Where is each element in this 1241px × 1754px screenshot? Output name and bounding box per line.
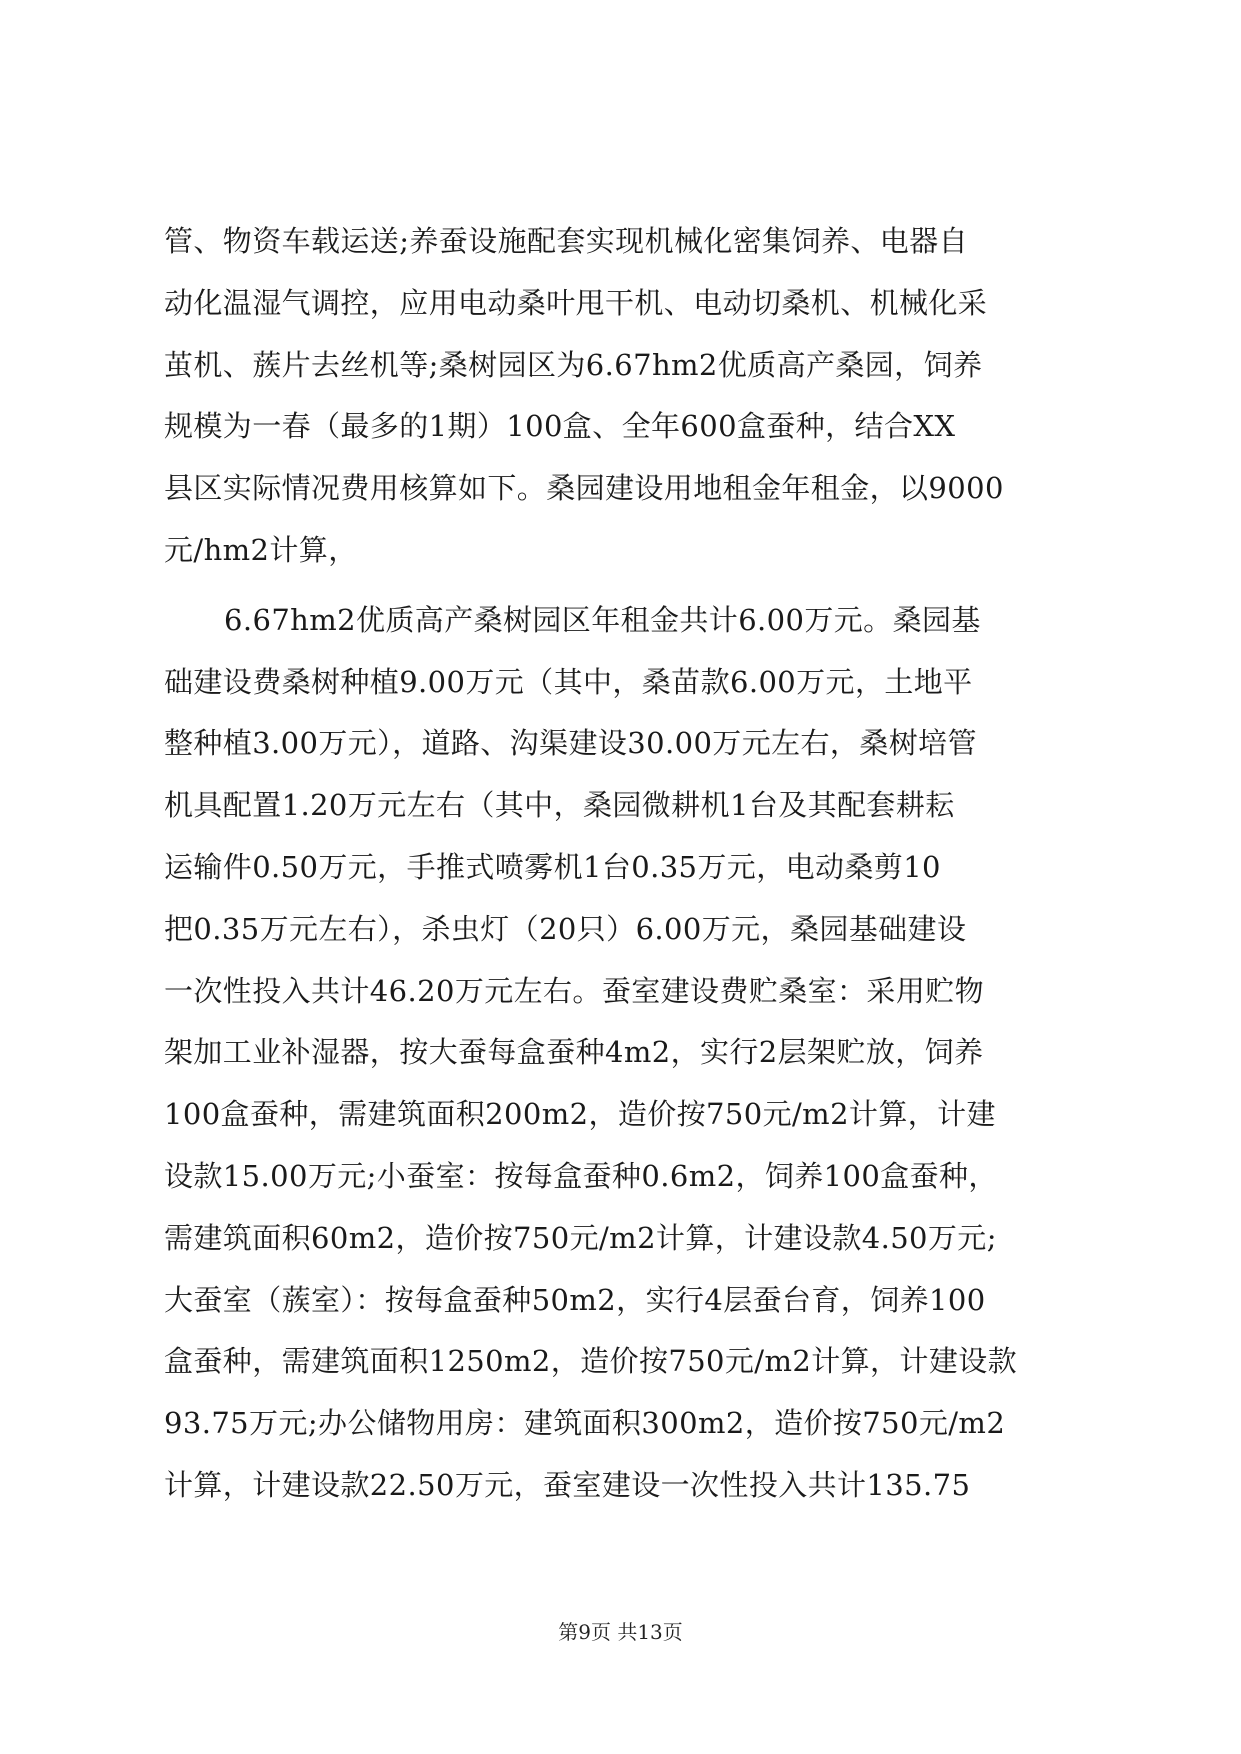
text-line: 盒蚕种，需建筑面积1250m2，造价按750元/m2计算，计建设款 (164, 1344, 1018, 1379)
text-line: 架加工业补湿器，按大蚕每盒蚕种4m2，实行2层架贮放，饲养 (164, 1035, 984, 1070)
text-line: 需建筑面积60m2，造价按750元/m2计算，计建设款4.50万元; (164, 1220, 997, 1255)
paragraph-2 (164, 602, 1084, 1532)
text-line: 规模为一春（最多的1期）100盒、全年600盒蚕种，结合XX (164, 409, 956, 444)
text-line: 设款15.00万元;小蚕室：按每盒蚕种0.6m2，饲养100盒蚕种， (164, 1158, 998, 1193)
text-line: 动化温湿气调控，应用电动桑叶甩干机、电动切桑机、机械化采 (164, 285, 988, 320)
text-line: 管、物资车载运送;养蚕设施配套实现机械化密集饲养、电器自 (164, 224, 968, 258)
text-line: 大蚕室（蔟室）：按每盒蚕种50m2，实行4层蚕台育，饲养100 (164, 1282, 986, 1317)
page-footer (0, 1616, 1241, 1645)
paragraph-1 (164, 226, 1084, 597)
text-line: 运输件0.50万元，手推式喷雾机1台0.35万元，电动桑剪10 (164, 849, 941, 884)
text-line: 100盒蚕种，需建筑面积200m2，造价按750元/m2计算，计建 (164, 1097, 996, 1132)
text-line: 计算，计建设款22.50万元，蚕室建设一次性投入共计135.75 (164, 1467, 971, 1502)
text-line: 整种植3.00万元），道路、沟渠建设30.00万元左右，桑树培管 (164, 726, 977, 761)
text-line: 6.67hm2优质高产桑树园区年租金共计6.00万元。桑园基 (224, 602, 981, 637)
text-line: 把0.35万元左右），杀虫灯（20只）6.00万元，桑园基础建设 (164, 911, 967, 946)
text-line: 一次性投入共计46.20万元左右。蚕室建设费贮桑室：采用贮物 (164, 973, 985, 1008)
document-body (164, 226, 1084, 1532)
text-line: 茧机、蔟片去丝机等;桑树园区为6.67hm2优质高产桑园，饲养 (164, 347, 983, 382)
text-line: 础建设费桑树种植9.00万元（其中，桑苗款6.00万元，土地平 (164, 664, 973, 699)
text-line: 机具配置1.20万元左右（其中，桑园微耕机1台及其配套耕耘 (164, 788, 955, 823)
text-line: 县区实际情况费用核算如下。桑园建设用地租金年租金，以9000 (164, 471, 1004, 506)
page-number-label: 第9页 共13页 (558, 1620, 683, 1644)
text-line: 元/hm2计算， (164, 532, 358, 567)
text-line: 93.75万元;办公储物用房：建筑面积300m2，造价按750元/m2 (164, 1406, 1006, 1441)
